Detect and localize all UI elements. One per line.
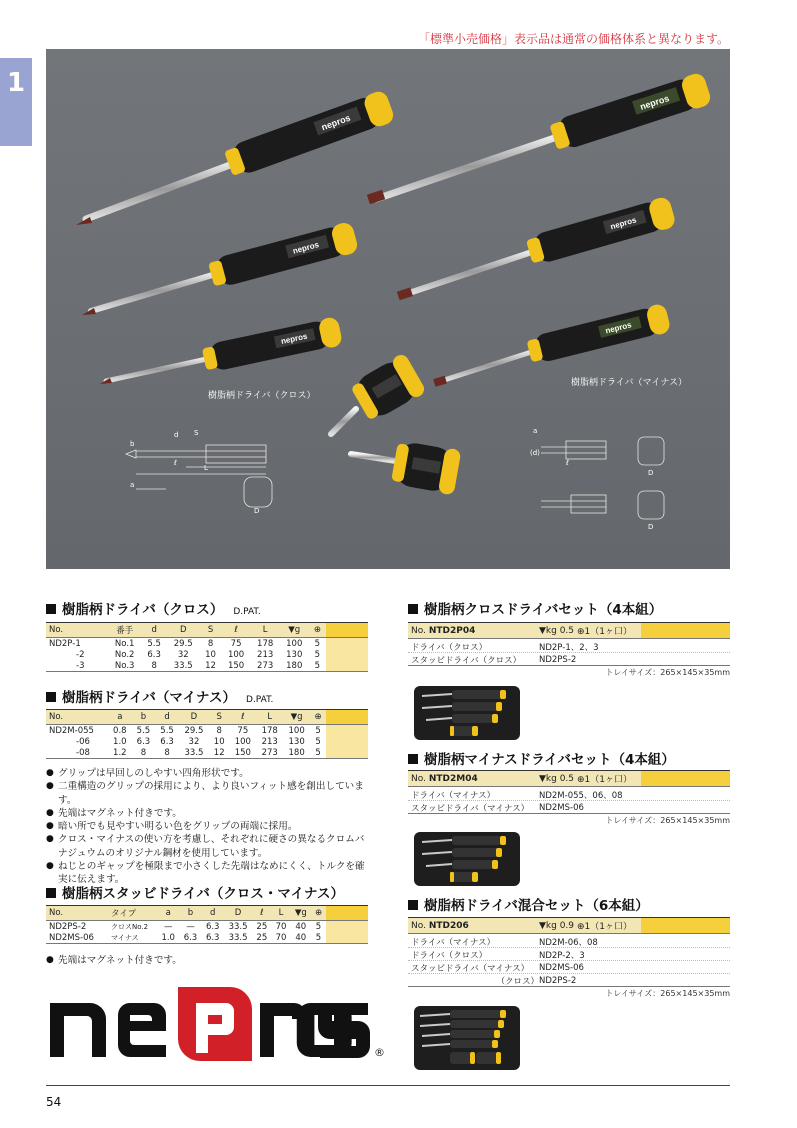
- list-item: ● 二重構造のグリップの採用により、より良いフィット感を創出しています。: [46, 780, 372, 807]
- set-row: ドライバ（クロス） ND2P-2、3: [408, 949, 730, 961]
- diagram-label-l: ℓ: [174, 459, 177, 467]
- diagram-label-a2: a: [533, 427, 538, 435]
- svg-text:nepros: nepros: [604, 320, 633, 336]
- logo-letter-s: [318, 986, 374, 1058]
- stubby-note-list: [46, 954, 372, 967]
- diagram-label-a: a: [130, 481, 135, 489]
- tray-size: トレイサイズ：265×145×35mm: [605, 668, 730, 677]
- list-item: ● ねじとのギャップを極限まで小さくした先端はなめにくく、トルクを確実に伝えます。: [46, 860, 372, 887]
- diagram-label-d: d: [174, 431, 179, 439]
- list-item: ● クロス・マイナスの使い方を考慮し、それぞれに硬さの異なるクロムバナジュウムのオリジナル鋼材を使用しています。: [46, 833, 372, 860]
- square-bullet-icon: [408, 900, 418, 910]
- table-row: -06 1.0 6.3 6.3 32 10 100 213 130 5: [46, 736, 368, 747]
- svg-text:nepros: nepros: [320, 112, 352, 133]
- table-row: -08 1.2 8 8 33.5 12 150 273 180 5: [46, 747, 368, 759]
- footer-divider: [46, 1085, 730, 1086]
- set-row: ドライバ（マイナス） ND2M-055、06、08: [408, 789, 730, 801]
- tray-size: トレイサイズ：265×145×35mm: [605, 816, 730, 825]
- set-photo-mixed: [412, 1002, 522, 1072]
- page-number: 54: [46, 1095, 62, 1109]
- svg-text:nepros: nepros: [609, 215, 638, 232]
- spec-table-minus: No. a b d D S ℓ L ▼g ⊕ ND2M-055 0.8 5.5 5.5 29.5 8 75 178 100 5 -06 1.0 6.3 6.3 32 10 100 213 130 5 -08 1.2 8 8 33.5 12 150 273 180 5: [46, 709, 368, 759]
- table-row: -2 No.2 6.3 32 10 100 213 130 5: [46, 649, 368, 660]
- cross-driver-large: [76, 89, 396, 225]
- set-header-mixed: No. NTD206 ▼kg 0.9 ⊕1（1ヶ口）: [408, 917, 730, 934]
- svg-text:nepros: nepros: [638, 93, 671, 112]
- list-item: ● 暗い所でも見やすい明るい色をグリップの両端に採用。: [46, 820, 372, 833]
- minus-driver-medium: [397, 195, 677, 300]
- tray-size: トレイサイズ：265×145×35mm: [605, 989, 730, 998]
- screwdrivers-illustration: [46, 49, 730, 569]
- list-item: ● グリップは早回しのしやすい四角形状です。: [46, 767, 372, 780]
- set-header-minus: No. NTD2M04 ▼kg 0.5 ⊕1（1ヶ口）: [408, 770, 730, 787]
- set-header-cross: No. NTD2P04 ▼kg 0.5 ⊕1（1ヶ口）: [408, 622, 730, 639]
- diagram-label-D: D: [254, 507, 260, 515]
- table-row: ND2P-1 No.1 5.5 29.5 8 75 178 100 5: [46, 638, 368, 650]
- set-row: スタッビドライバ（マイナス） ND2MS-06: [408, 962, 730, 974]
- square-bullet-icon: [408, 754, 418, 764]
- diagram-label-D2: D: [648, 469, 654, 477]
- square-bullet-icon: [46, 604, 56, 614]
- svg-text:nepros: nepros: [280, 331, 309, 346]
- set-row: スタッビドライバ（マイナス） ND2MS-06: [408, 802, 730, 814]
- cross-driver-medium: [82, 221, 359, 315]
- set-row: ドライバ（クロス） ND2P-1、2、3: [408, 641, 730, 653]
- set-title-cross: 樹脂柄クロスドライバセット（4本組）: [408, 598, 662, 618]
- diagram-label-b: b: [130, 440, 135, 448]
- table-row: -3 No.3 8 33.5 12 150 273 180 5: [46, 660, 368, 672]
- set-photo-cross: [412, 682, 522, 742]
- registered-mark: ®: [374, 1046, 385, 1059]
- set-title-minus: 樹脂柄マイナスドライバセット（4本組）: [408, 748, 675, 768]
- list-item: ● 先端はマグネット付きです。: [46, 807, 372, 820]
- diagram-label-dp: (d): [530, 449, 540, 457]
- section-title-cross: 樹脂柄ドライバ（クロス） D.PAT.: [46, 598, 261, 618]
- caption-cross: 樹脂柄ドライバ（クロス）: [208, 391, 316, 401]
- square-bullet-icon: [46, 888, 56, 898]
- product-photo: [46, 49, 730, 569]
- square-bullet-icon: [46, 692, 56, 702]
- set-row: （クロス） ND2PS-2: [408, 975, 730, 987]
- caption-minus: 樹脂柄ドライバ（マイナス）: [571, 378, 688, 388]
- set-row: スタッビドライバ（クロス） ND2PS-2: [408, 654, 730, 666]
- cross-driver-small: [100, 316, 343, 384]
- set-photo-minus: [412, 828, 522, 888]
- tray-illustration: [412, 828, 522, 888]
- svg-text:nepros: nepros: [291, 240, 320, 256]
- stubby-cross-driver: [331, 352, 427, 434]
- table-row: ND2MS-06 マイナス 1.0 6.3 6.3 33.5 25 70 40 5: [46, 932, 368, 944]
- dimension-diagram-minus: [541, 437, 664, 519]
- square-bullet-icon: [408, 604, 418, 614]
- dimension-diagram-cross: [126, 445, 272, 507]
- minus-driver-large: [367, 71, 713, 204]
- diagram-label-S: S: [194, 429, 199, 437]
- table-row: ND2PS-2 クロスNo.2 — — 6.3 33.5 25 70 40 5: [46, 921, 368, 933]
- set-title-mixed: 樹脂柄ドライバ混合セット（6本組）: [408, 894, 649, 914]
- feature-list: [46, 767, 372, 887]
- stubby-minus-driver: [351, 439, 461, 495]
- chapter-number: 1: [6, 68, 26, 98]
- price-notice: 「標準小売価格」表示品は通常の価格体系と異なります。: [417, 32, 729, 46]
- list-item: ● 先端はマグネット付きです。: [46, 954, 372, 967]
- table-row: ND2M-055 0.8 5.5 5.5 29.5 8 75 178 100 5: [46, 725, 368, 737]
- chapter-tab[interactable]: [0, 58, 32, 146]
- diagram-label-l2: ℓ: [566, 459, 569, 467]
- diagram-label-L: L: [204, 464, 208, 472]
- set-row: ドライバ（マイナス） ND2M-06、08: [408, 936, 730, 948]
- spec-table-cross: No. 番手 d D S ℓ L ▼g ⊕ ND2P-1 No.1 5.5 29.5 8 75 178 100 5 -2 No.2 6.3 32 10 100 213 130 5 -3 No.3 8 33.5 12 150 273 180 5: [46, 622, 368, 672]
- section-title-stubby: 樹脂柄スタッビドライバ（クロス・マイナス）: [46, 882, 344, 902]
- diagram-label-D3: D: [648, 523, 654, 531]
- logo-s-graphic: [318, 986, 374, 1058]
- spec-table-stubby: No. タイプ a b d D ℓ L ▼g ⊕ ND2PS-2 クロスNo.2 — — 6.3 33.5 25 70 40 5 ND2MS-06 マイナス 1.0 6.3 6.3 33.5 25 70 40 5: [46, 905, 368, 944]
- section-title-minus: 樹脂柄ドライバ（マイナス） D.PAT.: [46, 686, 273, 706]
- tray-illustration: [412, 1002, 522, 1072]
- tray-illustration: [412, 682, 522, 742]
